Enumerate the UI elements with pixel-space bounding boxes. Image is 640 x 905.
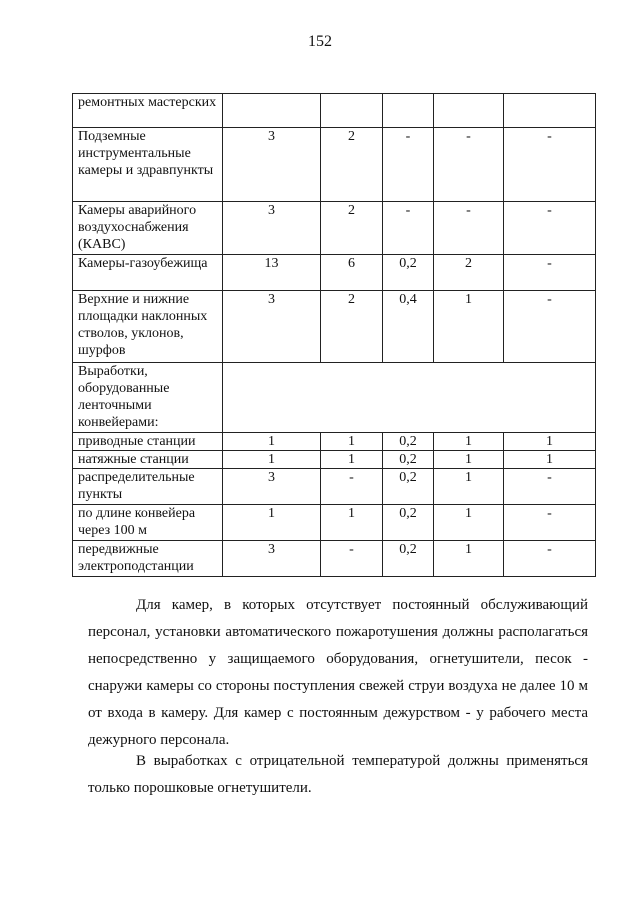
- table-cell: -: [504, 291, 596, 363]
- table-cell: 1: [434, 451, 504, 469]
- table-cell: -: [434, 128, 504, 202]
- table-cell: 3: [223, 541, 321, 577]
- table-cell: 1: [321, 451, 383, 469]
- table-cell: 1: [434, 541, 504, 577]
- table-cell: [321, 94, 383, 128]
- table-cell: -: [504, 541, 596, 577]
- row-label: Верхние и нижние площадки наклонных стволов, уклонов, шурфов: [73, 291, 223, 363]
- table-cell: 1: [223, 505, 321, 541]
- table-cell: -: [321, 541, 383, 577]
- table-cell: 3: [223, 128, 321, 202]
- table-cell: -: [504, 505, 596, 541]
- table-cell: -: [504, 202, 596, 255]
- table-cell: 3: [223, 202, 321, 255]
- table-cell: 0,2: [383, 255, 434, 291]
- table-row: [73, 433, 596, 451]
- table-section-row: [73, 363, 596, 433]
- table-cell: 0,2: [383, 451, 434, 469]
- row-label: ремонтных мастерских: [73, 94, 223, 128]
- table-cell: 1: [223, 451, 321, 469]
- row-label: приводные станции: [73, 433, 223, 451]
- table-cell: 2: [321, 202, 383, 255]
- table-cell: [223, 94, 321, 128]
- row-label: Подземные инструментальные камеры и здравпункты: [73, 128, 223, 202]
- table-row: [73, 505, 596, 541]
- table-cell: 0,2: [383, 433, 434, 451]
- table-row: [73, 541, 596, 577]
- section-label: Выработки, оборудованные ленточными конвейерами:: [73, 363, 223, 433]
- row-label: распределительные пункты: [73, 469, 223, 505]
- table-cell: 0,4: [383, 291, 434, 363]
- table-cell: 3: [223, 291, 321, 363]
- paragraph-camera-placement: Для камер, в которых отсутствует постоянный обслуживающий персонал, установки автоматического пожаротушения должны располагаться непосредственно у защищаемого оборудования, огнетушители, песок - снаружи камеры со стороны поступления свежей струи воздуха не далее 10 м от входа в камеру. Для камер с постоянным дежурством - у рабочего места дежурного персонала.: [88, 597, 588, 748]
- table-cell: 6: [321, 255, 383, 291]
- table-row: [73, 469, 596, 505]
- table-cell: 1: [434, 291, 504, 363]
- table-cell: 3: [223, 469, 321, 505]
- table-cell: 2: [434, 255, 504, 291]
- table-cell: 0,2: [383, 541, 434, 577]
- table-cell: 0,2: [383, 505, 434, 541]
- table-cell: -: [504, 128, 596, 202]
- table-cell: 1: [321, 433, 383, 451]
- table-cell: 1: [504, 433, 596, 451]
- table-row: [73, 202, 596, 255]
- table-row: [73, 94, 596, 128]
- table-cell: -: [504, 255, 596, 291]
- table-cell: [434, 94, 504, 128]
- table-cell: -: [434, 202, 504, 255]
- table-cell: -: [504, 469, 596, 505]
- table-row: [73, 255, 596, 291]
- table-cell: 0,2: [383, 469, 434, 505]
- section-span-cell: [223, 363, 596, 433]
- table-cell: 1: [223, 433, 321, 451]
- table-cell: 2: [321, 291, 383, 363]
- table-row: [73, 128, 596, 202]
- equipment-table: [72, 93, 596, 577]
- table-cell: -: [321, 469, 383, 505]
- table-row: [73, 291, 596, 363]
- table-cell: 2: [321, 128, 383, 202]
- row-label: Камеры-газоубежища: [73, 255, 223, 291]
- row-label: Камеры аварийного воздухоснабжения (КАВС): [73, 202, 223, 255]
- row-label: передвижные электроподстанции: [73, 541, 223, 577]
- table-cell: -: [383, 128, 434, 202]
- table-cell: 1: [434, 433, 504, 451]
- row-label: по длине конвейера через 100 м: [73, 505, 223, 541]
- row-label: натяжные станции: [73, 451, 223, 469]
- table-cell: 13: [223, 255, 321, 291]
- page-number: 152: [308, 33, 332, 50]
- table-cell: [383, 94, 434, 128]
- table-cell: 1: [504, 451, 596, 469]
- table-row: [73, 451, 596, 469]
- paragraph-negative-temperature: В выработках с отрицательной температурой должны применяться только порошковые огнетушители.: [88, 753, 588, 796]
- table-cell: 1: [434, 469, 504, 505]
- table-cell: 1: [434, 505, 504, 541]
- table-cell: 1: [321, 505, 383, 541]
- table-cell: -: [383, 202, 434, 255]
- table-cell: [504, 94, 596, 128]
